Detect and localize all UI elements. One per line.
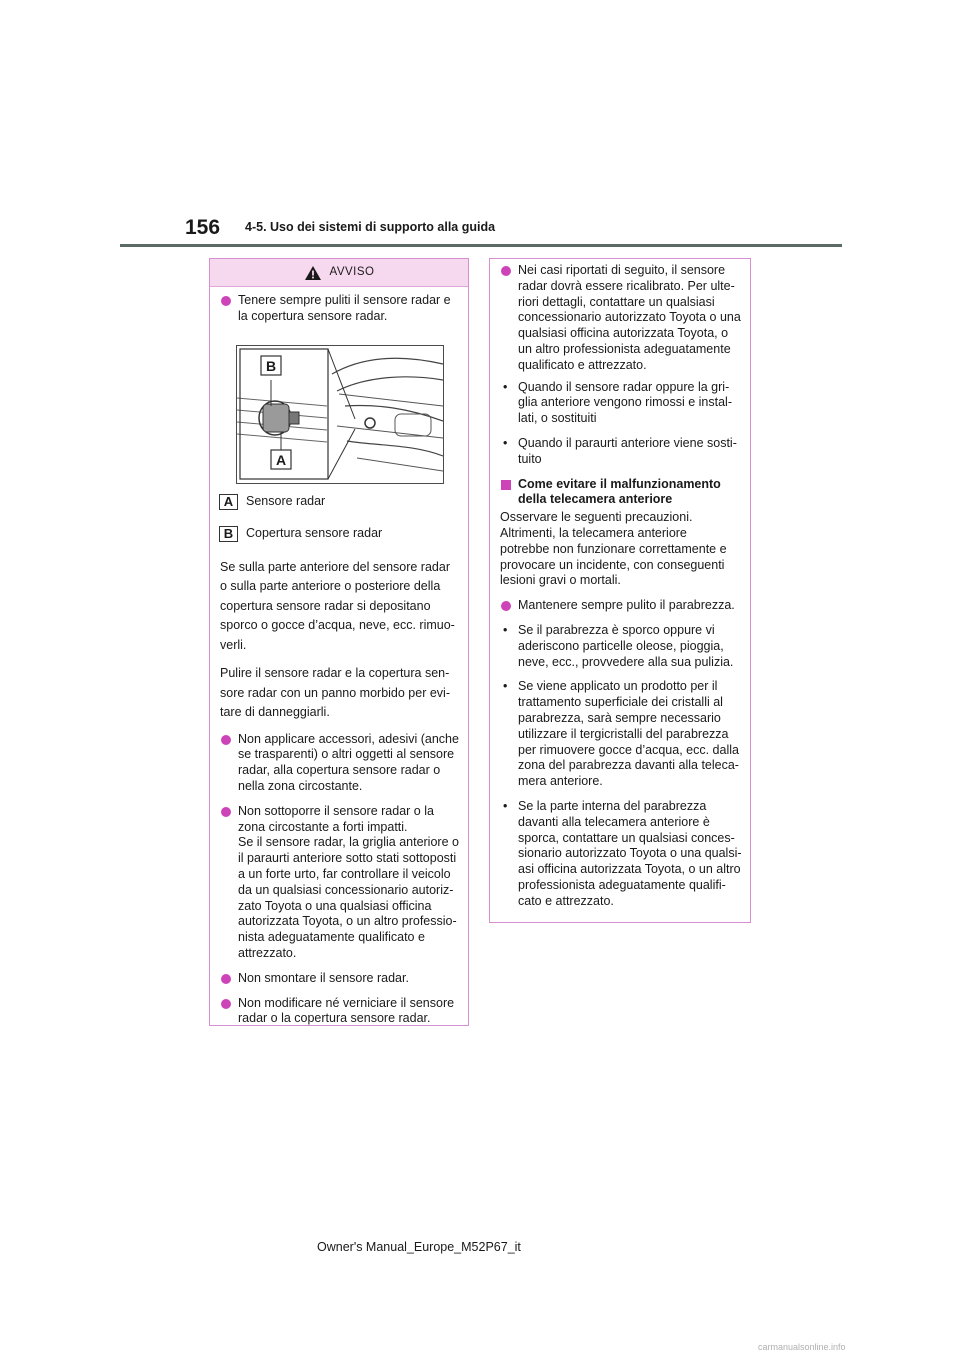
text-line: tuito <box>518 451 542 466</box>
text-line: zona circostante a forti impatti. <box>238 819 408 834</box>
text-line: per rimuovere gocce d’acqua, ecc. dalla <box>518 742 739 757</box>
info-sub-bumper <box>500 436 740 468</box>
section-title: 4-5. Uso dei sistemi di supporto alla guida <box>245 220 496 234</box>
text-line: Se sulla parte anteriore del sensore radar <box>220 559 450 574</box>
text-line: sionario autorizzato Toyota o una qualsi- <box>518 846 742 861</box>
text-line: nella zona circostante. <box>238 778 363 793</box>
text-line: glia anteriore vengono rimossi e instal- <box>518 395 732 410</box>
text-line: copertura sensore radar si depositano <box>220 598 431 613</box>
watermark: carmanualsonline.info <box>758 1342 846 1352</box>
text-line: Nei casi riportati di seguito, il sensore <box>518 263 726 277</box>
text-line: utilizzare il tergicristalli del parabrezza <box>518 726 729 741</box>
text-line: • Quando il paraurti anteriore viene sosti- <box>518 435 737 450</box>
text-line: nista adeguatamente qualificato e <box>238 930 425 945</box>
text-line: zona del parabrezza davanti alla teleca- <box>518 758 739 773</box>
text-line: Come evitare il malfunzionamento <box>518 476 721 491</box>
legend-b <box>219 526 458 542</box>
text-line: lati, o sostituiti <box>518 411 597 426</box>
text-line: sore radar con un panno morbido per evi- <box>220 685 450 700</box>
text-line: radar dovrà essere ricalibrato. Per ulte- <box>518 278 735 293</box>
text-line: qualificato e attrezzato. <box>518 357 647 372</box>
figure-label-b: B <box>265 357 277 374</box>
text-line: da un qualsiasi concessionario autoriz- <box>238 882 454 897</box>
text-line: lesioni gravi o mortali. <box>500 573 621 588</box>
warning-header <box>210 259 468 287</box>
text-line: se trasparenti) o altri oggetti al sensore <box>238 747 455 762</box>
warning-paragraph-wipe <box>220 664 458 723</box>
text-line: • Quando il sensore radar oppure la gri- <box>518 379 730 394</box>
info-box <box>489 258 751 923</box>
info-sub-inside <box>500 799 740 910</box>
legend-a <box>219 494 458 510</box>
text-line: attrezzato. <box>238 945 297 960</box>
figure-label-a: A <box>275 451 287 468</box>
text-line: Osservare le seguenti precauzioni. <box>500 510 693 525</box>
text-line: Non applicare accessori, adesivi (anche <box>238 731 459 746</box>
legend-key-b: B <box>219 526 238 542</box>
legend-key-a: A <box>219 494 238 510</box>
text-line: • Se il parabrezza è sporco oppure vi <box>518 622 715 637</box>
legend-text-a: Sensore radar <box>246 493 326 508</box>
info-paragraph-precautions <box>500 510 740 589</box>
warning-bullet-clean <box>220 293 458 325</box>
text-line: radar o la copertura sensore radar. <box>238 1011 431 1026</box>
text-line: neve, ecc., provvedere alla sua pulizia. <box>518 654 734 669</box>
warning-bullet-accessories <box>220 732 458 795</box>
info-sub-treatment <box>500 679 740 790</box>
text-line: Pulire il sensore radar e la copertura sen- <box>220 666 450 681</box>
manual-id: Owner's Manual_Europe_M52P67_it <box>317 1240 521 1254</box>
text-line: davanti alla telecamera anteriore è <box>518 814 710 829</box>
warning-paragraph-dirt <box>220 558 458 656</box>
legend-text-b: Copertura sensore radar <box>246 525 383 540</box>
text-line: asi officina autorizzata Toyota, o un altro <box>518 862 741 877</box>
text-line: tare di danneggiarli. <box>220 705 330 720</box>
text-line: Non sottoporre il sensore radar o la <box>238 803 434 818</box>
text-line: potrebbe non funzionare correttamente e <box>500 541 727 556</box>
text-line: Non smontare il sensore radar. <box>238 970 409 985</box>
radar-sensor-illustration <box>237 346 443 483</box>
text-line: Mantenere sempre pulito il parabrezza. <box>518 598 735 613</box>
info-bullet-recalibrate <box>500 263 740 374</box>
text-line: mera anteriore. <box>518 774 603 789</box>
text-line: verli. <box>220 637 247 652</box>
text-line: sporco o gocce d’acqua, neve, ecc. rimuo- <box>220 618 455 633</box>
text-line: provocare un incidente, con conseguenti <box>500 557 725 572</box>
page-number: 156 <box>185 216 221 239</box>
text-line: aderiscono particelle oleose, pioggia, <box>518 638 724 653</box>
text-line: della telecamera anteriore <box>518 492 673 507</box>
text-line: qualsiasi officina autorizzata Toyota, o <box>518 326 729 341</box>
text-line: sporca, contattare un qualsiasi conces- <box>518 830 735 845</box>
info-sub-removed <box>500 380 740 427</box>
text-line: parabrezza, sarà sempre necessario <box>518 710 721 725</box>
text-line: radar, alla copertura sensore radar o <box>238 763 441 778</box>
info-heading-camera <box>500 477 740 509</box>
warning-box <box>209 258 469 1026</box>
text-line: trattamento superficiale dei cristalli al <box>518 695 723 710</box>
info-sub-dirty <box>500 623 740 670</box>
warning-title: AVVISO <box>329 265 375 278</box>
text-line: • Se la parte interna del parabrezza <box>518 798 707 813</box>
text-line: autorizzata Toyota, o un altro professio- <box>238 914 457 929</box>
text-line: Non modificare né verniciare il sensore <box>238 995 455 1010</box>
text-line: Se il sensore radar, la griglia anteriore o <box>238 835 459 850</box>
info-bullet-windshield <box>500 598 740 614</box>
text-line: un altro professionista adeguatamente <box>518 341 731 356</box>
warning-bullet-impacts <box>220 804 458 962</box>
radar-sensor-figure <box>236 345 444 484</box>
text-line: il paraurti anteriore sotto stati sottoposti <box>238 851 457 866</box>
text-line: zato Toyota o una qualsiasi officina <box>238 898 432 913</box>
text-line: Altrimenti, la telecamera anteriore <box>500 525 687 540</box>
text-line: cato e attrezzato. <box>518 893 614 908</box>
text-line: a un forte urto, far controllare il veicolo <box>238 866 451 881</box>
warning-triangle-icon <box>304 265 322 281</box>
text-line: riori dettagli, contattare un qualsiasi <box>518 294 715 309</box>
warning-bullet-disassemble <box>220 971 458 987</box>
header-rule <box>120 244 842 247</box>
text-line: concessionario autorizzato Toyota o una <box>518 310 741 325</box>
text-line: o sulla parte anteriore o posteriore della <box>220 579 441 594</box>
text-line: • Se viene applicato un prodotto per il <box>518 679 718 694</box>
warning-bullet-modify <box>220 996 458 1028</box>
text-line: la copertura sensore radar. <box>238 308 388 323</box>
text-line: professionista adeguatamente qualifi- <box>518 877 726 892</box>
text-line: Tenere sempre puliti il sensore radar e <box>238 293 451 307</box>
